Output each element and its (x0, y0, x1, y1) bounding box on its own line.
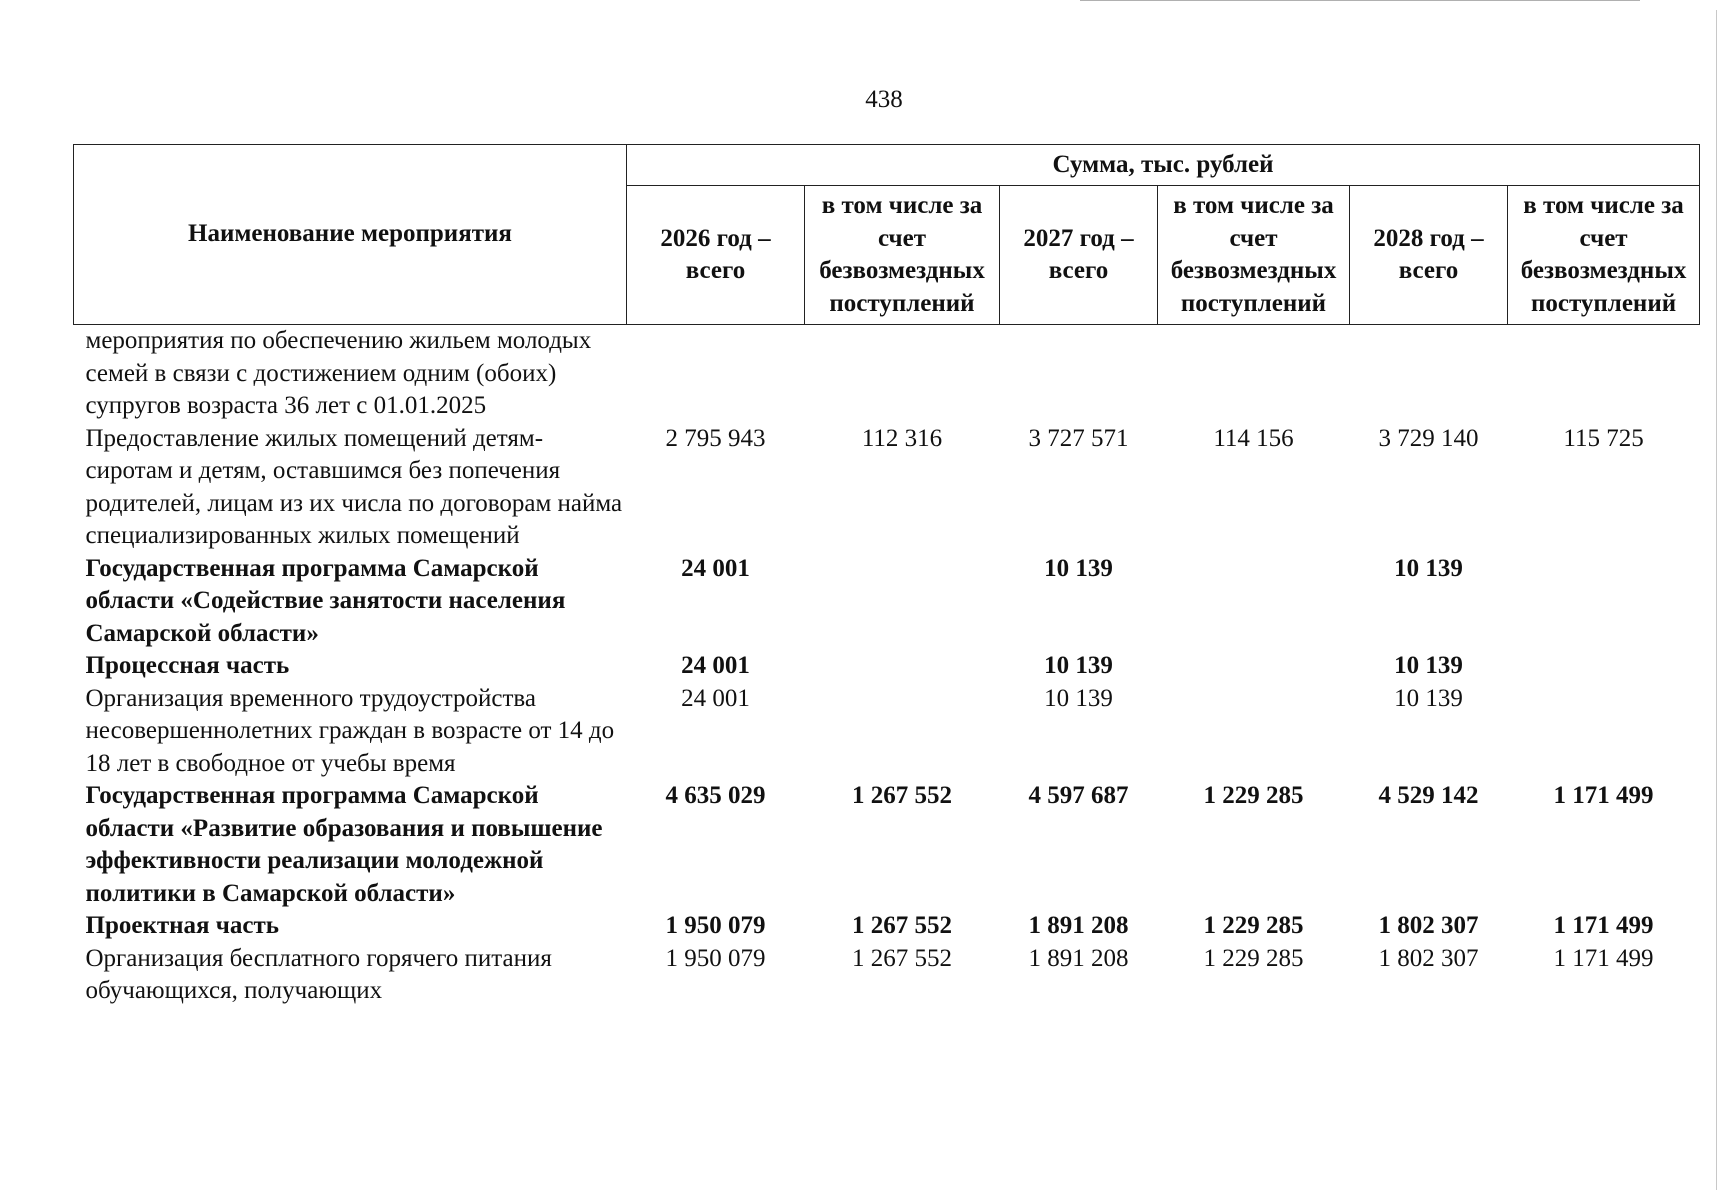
value-2026-grants (805, 553, 1000, 651)
value-2027-total: 1 891 208 (1028, 944, 1129, 972)
value-2027-total: 1 891 208 (1028, 912, 1129, 939)
value-2028-grants: 115 725 (1563, 424, 1644, 452)
table-row-orphans-housing (74, 423, 1700, 553)
value-2028-total: 4 529 142 (1378, 782, 1479, 809)
table-row-employment-process (74, 650, 1700, 683)
header-2027-grants: в том числе за счет безвозмездных поступлений (1158, 186, 1350, 325)
header-2026-grants: в том числе за счет безвозмездных поступлений (805, 186, 1000, 325)
value-2028-grants (1508, 650, 1700, 683)
value-2028-total: 3 729 140 (1378, 424, 1479, 452)
row-name: Проектная часть (85, 912, 280, 939)
value-2027-grants: 1 229 285 (1203, 912, 1304, 939)
value-2026-total: 24 001 (681, 652, 750, 679)
value-2026-total: 1 950 079 (665, 912, 766, 939)
value-2026-total: 24 001 (681, 684, 750, 712)
value-2027-grants: 1 229 285 (1203, 944, 1304, 972)
budget-table (73, 144, 1700, 1008)
value-2028-grants: 1 171 499 (1553, 782, 1654, 809)
value-2026-grants: 112 316 (861, 424, 943, 452)
header-2028-grants: в том числе за счет безвозмездных поступлений (1508, 186, 1700, 325)
value-2028-grants: 1 171 499 (1553, 944, 1654, 972)
table-row-employment-program (74, 553, 1700, 651)
value-2026-total: 4 635 029 (665, 782, 766, 809)
value-2028-total: 10 139 (1394, 652, 1463, 679)
row-name: мероприятия по обеспечению жильем молодых семей в связи с достижением одним (обоих) супругов возраста 36 лет с 01.01.2025 (85, 327, 592, 419)
value-2026-grants (805, 650, 1000, 683)
table-row-hot-meals (74, 943, 1700, 1008)
table-row-education-program (74, 780, 1700, 910)
value-2028-total: 10 139 (1394, 554, 1463, 582)
row-name: Организация временного трудоустройства несовершеннолетних граждан в возрасте от 14 до 18 лет в свободное от учебы время (85, 684, 615, 777)
value-2026-total: 1 950 079 (665, 944, 766, 972)
value-2027-grants (1158, 325, 1350, 423)
header-2027-total: 2027 год – всего (1000, 186, 1158, 325)
table-row-teen-employment (74, 683, 1700, 781)
value-2027-grants (1158, 683, 1350, 781)
value-2027-grants: 1 229 285 (1203, 782, 1304, 809)
value-2026-total (627, 325, 805, 423)
value-2027-total: 3 727 571 (1028, 424, 1129, 452)
value-2026-grants: 1 267 552 (852, 912, 952, 939)
value-2028-grants: 1 171 499 (1553, 912, 1654, 939)
value-2028-grants (1508, 683, 1700, 781)
value-2026-total: 2 795 943 (665, 424, 766, 452)
value-2027-grants (1158, 553, 1350, 651)
scan-edge-top (1080, 0, 1640, 1)
value-2026-total: 24 001 (681, 554, 750, 582)
scan-edge-right (1716, 10, 1717, 1190)
row-name: Предоставление жилых помещений детям-сиротам и детям, оставшимся без попечения родителей, лицам из их числа по договорам найма специализированных жилых помещений (85, 424, 623, 549)
value-2026-grants (805, 325, 1000, 423)
table-row-young-families (74, 325, 1700, 423)
value-2027-total (1000, 325, 1158, 423)
row-name: Организация бесплатного горячего питания обучающихся, получающих (85, 944, 552, 1004)
header-name: Наименование мероприятия (74, 145, 627, 325)
header-sum: Сумма, тыс. рублей (627, 145, 1700, 186)
value-2027-total: 4 597 687 (1028, 782, 1129, 809)
value-2028-total: 10 139 (1394, 684, 1463, 712)
value-2028-total (1350, 325, 1508, 423)
header-2026-total: 2026 год – всего (627, 186, 805, 325)
value-2027-total: 10 139 (1044, 652, 1113, 679)
value-2027-grants: 114 156 (1213, 424, 1294, 452)
table-row-education-project (74, 910, 1700, 943)
value-2028-grants (1508, 553, 1700, 651)
value-2027-grants (1158, 650, 1350, 683)
value-2027-total: 10 139 (1044, 684, 1113, 712)
value-2026-grants (805, 683, 1000, 781)
value-2027-total: 10 139 (1044, 554, 1113, 582)
row-name: Государственная программа Самарской области «Развитие образования и повышение эффективности реализации молодежной политики в Самарской области» (85, 782, 603, 907)
page-number: 438 (865, 86, 903, 113)
value-2028-total: 1 802 307 (1378, 944, 1479, 972)
header-2028-total: 2028 год – всего (1350, 186, 1508, 325)
value-2028-grants (1508, 325, 1700, 423)
value-2026-grants: 1 267 552 (852, 782, 952, 809)
row-name: Процессная часть (85, 652, 290, 679)
value-2028-total: 1 802 307 (1378, 912, 1479, 939)
row-name: Государственная программа Самарской области «Содействие занятости населения Самарской области» (85, 554, 566, 647)
value-2026-grants: 1 267 552 (852, 944, 952, 972)
